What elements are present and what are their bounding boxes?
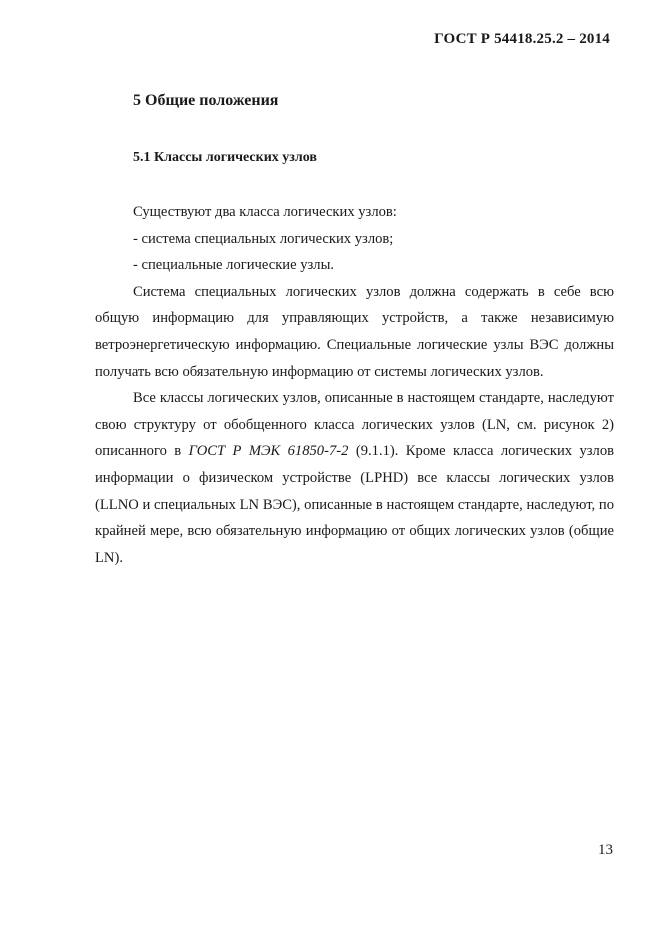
body-text: [95, 199, 614, 571]
subsection-title: 5.1 Классы логических узлов: [133, 150, 317, 165]
paragraph: Система специальных логических узлов должна содержать в себе всю общую информацию для управляющих устройств, а также независимую ветроэнергетическую информацию. Специальные логические узлы ВЭС должны получать всю обязательную информацию от системы логических узлов.: [95, 283, 614, 380]
list-item: - специальные логические узлы.: [133, 257, 335, 274]
section-title: 5 Общие положения: [133, 92, 279, 109]
paragraph: [95, 385, 614, 571]
intro-line: Существуют два класса логических узлов:: [133, 204, 397, 220]
page-number: 13: [598, 842, 613, 858]
list-item: - система специальных логических узлов;: [133, 230, 394, 247]
paragraph-text: (9.1.1). Кроме класса логических узлов информации о физическом устройстве (LPHD) все классы логических узлов (LLNO и специальных LN ВЭС), описанные в настоящем стандарте, наследуют, по крайней мере, всю обязательную информацию от общих логических узлов (общие LN).: [95, 443, 615, 566]
paragraph-text: Все классы логических узлов, описанные в настоящем стандарте, наследуют свою структуру от обобщенного класса логических узлов (LN, см. рисунок 2) описанного в: [95, 390, 614, 460]
document-header: ГОСТ Р 54418.25.2 – 2014: [434, 31, 610, 47]
standard-reference: ГОСТ Р МЭК 61850-7-2: [188, 443, 349, 460]
